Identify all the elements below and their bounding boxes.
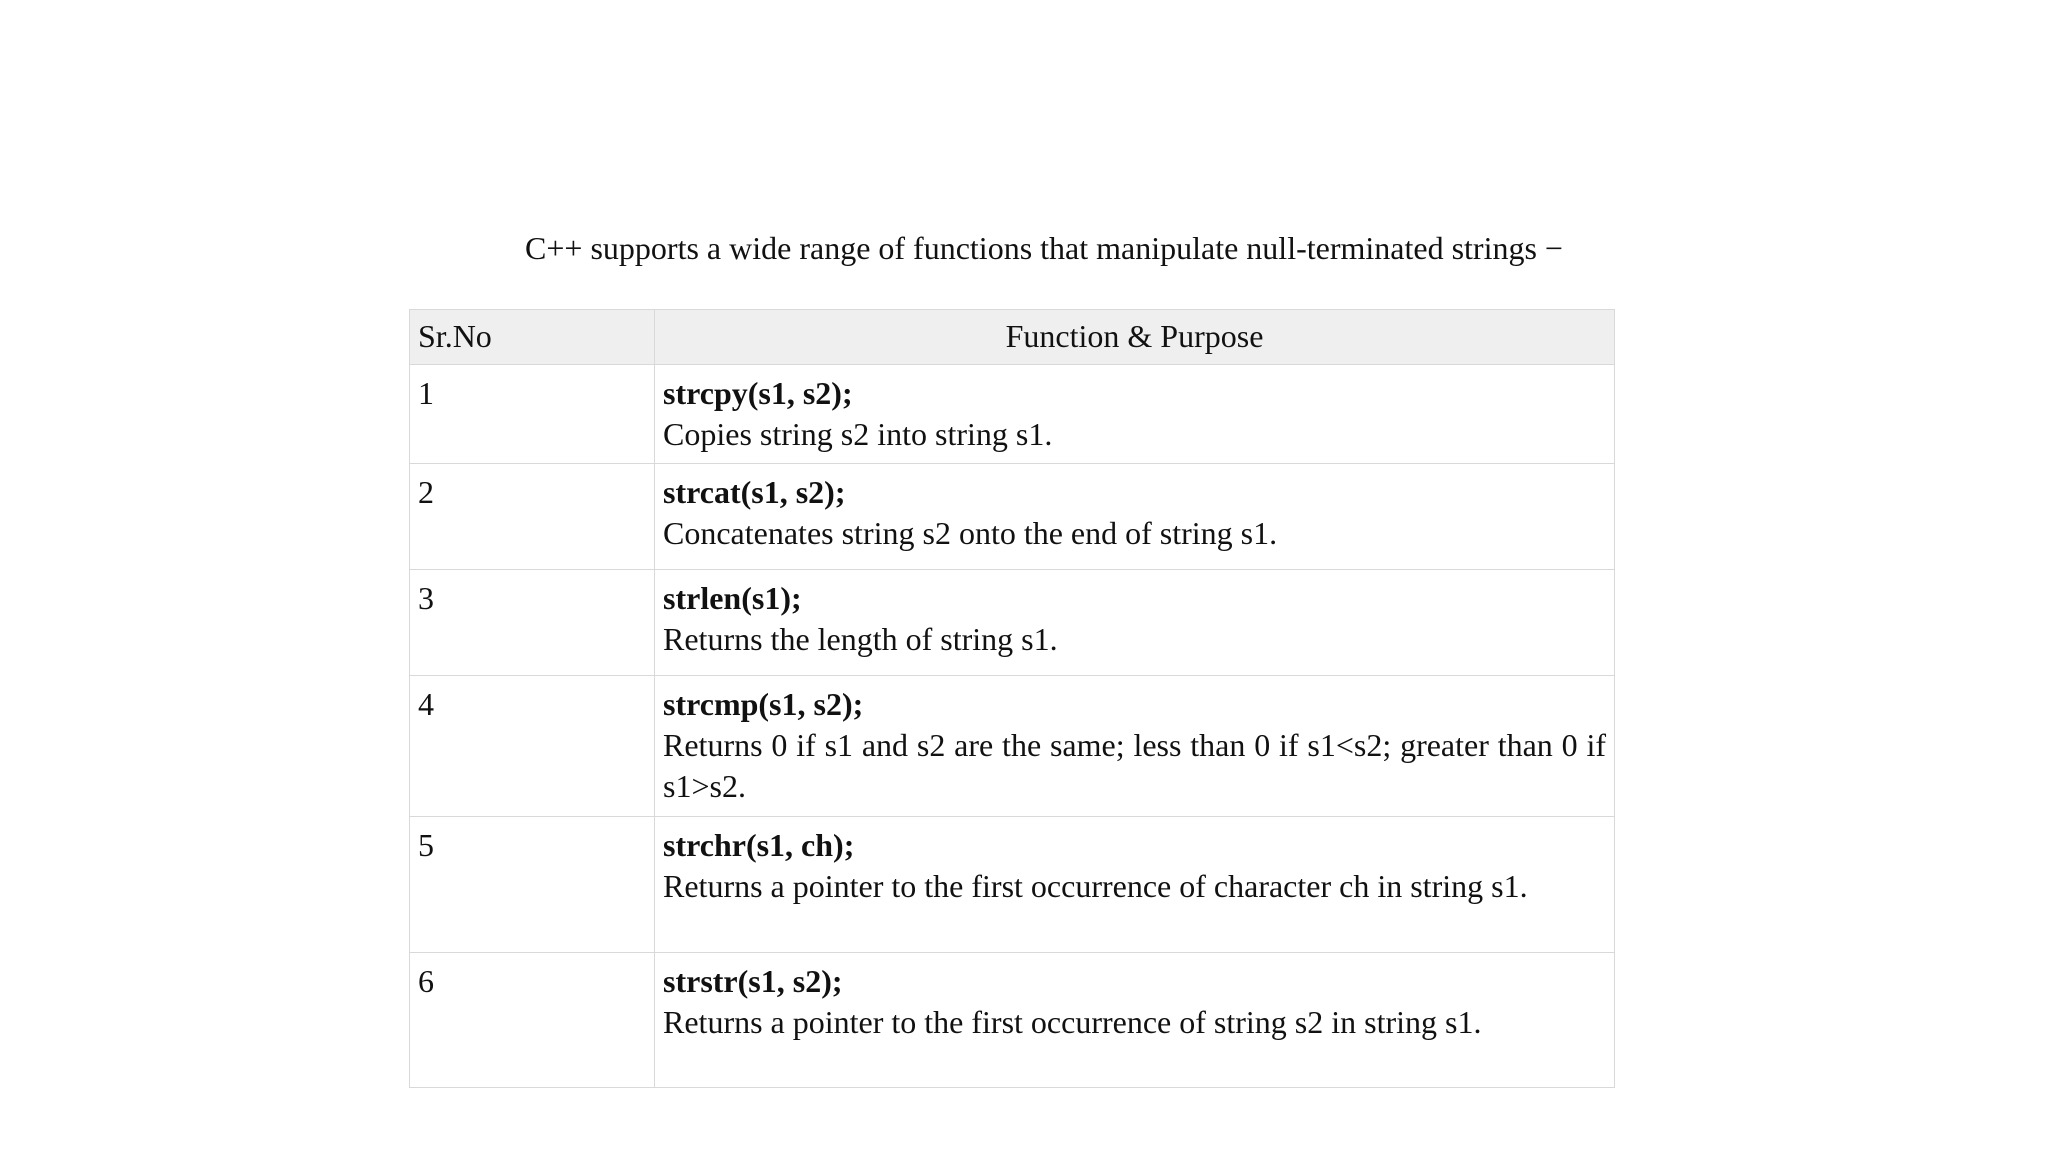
row-srno: 1 xyxy=(410,365,655,464)
table-row xyxy=(410,464,1615,570)
function-description: Concatenates string s2 onto the end of string s1. xyxy=(663,515,1278,551)
function-description: Returns a pointer to the first occurrence of character ch in string s1. xyxy=(663,868,1528,904)
table-row xyxy=(410,570,1615,676)
function-description: Returns the length of string s1. xyxy=(663,621,1058,657)
table-row xyxy=(410,817,1615,953)
header-srno: Sr.No xyxy=(410,310,655,365)
string-functions-table xyxy=(409,309,1615,1088)
function-name: strchr(s1, ch); xyxy=(663,827,855,863)
row-function-cell xyxy=(655,365,1615,464)
function-name: strstr(s1, s2); xyxy=(663,963,843,999)
function-name: strcat(s1, s2); xyxy=(663,474,846,510)
function-name: strlen(s1); xyxy=(663,580,802,616)
row-srno: 3 xyxy=(410,570,655,676)
function-name: strcmp(s1, s2); xyxy=(663,686,864,722)
row-srno: 6 xyxy=(410,953,655,1088)
intro-sentence: C++ supports a wide range of functions that manipulate null-terminated strings − xyxy=(525,230,1563,266)
row-function-cell xyxy=(655,570,1615,676)
row-srno: 5 xyxy=(410,817,655,953)
table-row xyxy=(410,365,1615,464)
table-row xyxy=(410,953,1615,1088)
table-row xyxy=(410,676,1615,817)
row-function-cell xyxy=(655,953,1615,1088)
function-description: Returns 0 if s1 and s2 are the same; less than 0 if s1<s2; greater than 0 if s1>s2. xyxy=(663,727,1606,804)
function-name: strcpy(s1, s2); xyxy=(663,375,853,411)
row-function-cell xyxy=(655,817,1615,953)
table-body xyxy=(410,365,1615,1088)
header-function-purpose: Function & Purpose xyxy=(655,310,1615,365)
row-srno: 2 xyxy=(410,464,655,570)
table-header-row xyxy=(410,310,1615,365)
row-srno: 4 xyxy=(410,676,655,817)
intro-text xyxy=(0,228,2048,268)
row-function-cell xyxy=(655,676,1615,817)
function-description: Returns a pointer to the first occurrence of string s2 in string s1. xyxy=(663,1004,1482,1040)
table-header xyxy=(410,310,1615,365)
row-function-cell xyxy=(655,464,1615,570)
function-description: Copies string s2 into string s1. xyxy=(663,416,1053,452)
